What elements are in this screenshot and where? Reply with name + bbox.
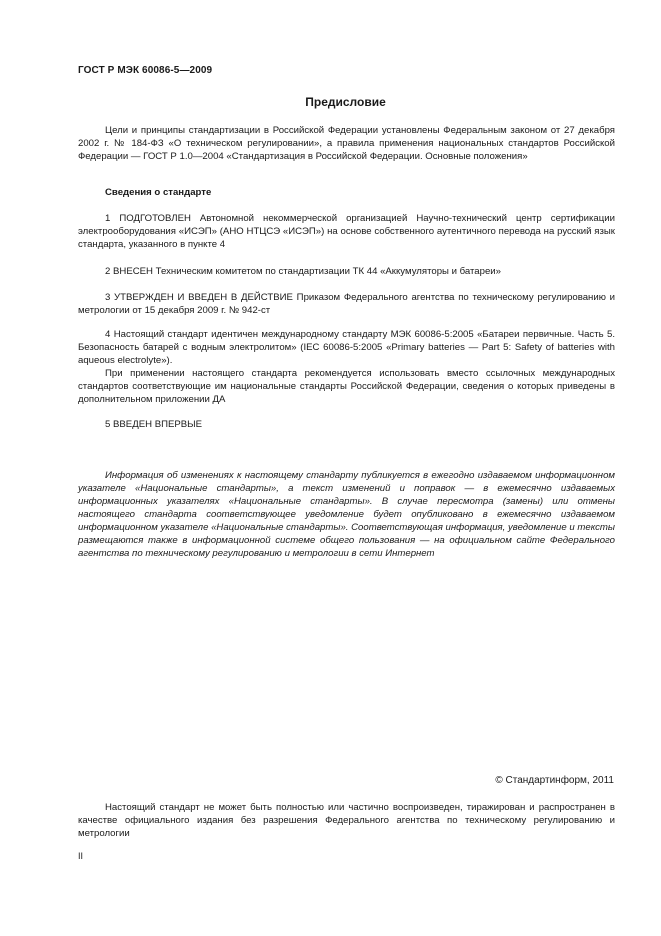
section-heading: Сведения о стандарте xyxy=(105,187,212,198)
intro-paragraph: Цели и принципы стандартизации в Российской Федерации установлены Федеральным законом от 27 декабря 2002 г. № 184-ФЗ «О техническом регулировании», а правила применения национальных стандартов Российской Федерации — ГОСТ Р 1.0—2004 «Стандартизация в Российской Федерации. Основные положения» xyxy=(78,125,615,162)
standard-code-header: ГОСТ Р МЭК 60086-5—2009 xyxy=(78,65,213,76)
item-2-paragraph: 2 ВНЕСЕН Техническим комитетом по стандартизации ТК 44 «Аккумуляторы и батареи» xyxy=(105,266,502,277)
item-5-paragraph: 5 ВВЕДЕН ВПЕРВЫЕ xyxy=(105,419,203,430)
item-4-paragraph: 4 Настоящий стандарт идентичен международному стандарту МЭК 60086-5:2005 «Батареи первичные. Часть 5. Безопасность батарей с водным электролитом» (IEC 60086-5:2005 «Primary batteries — Part 5: Safety of batteries with aqueous electrolyte»). xyxy=(78,329,615,366)
page-title: Предисловие xyxy=(305,95,386,109)
item-3-paragraph: 3 УТВЕРЖДЕН И ВВЕДЕН В ДЕЙСТВИЕ Приказом Федерального агентства по техническому регулированию и метрологии от 15 декабря 2009 г. № 942-ст xyxy=(78,292,615,316)
copyright-line: © Стандартинформ, 2011 xyxy=(495,775,614,786)
item-4-note-paragraph: При применении настоящего стандарта рекомендуется использовать вместо ссылочных международных стандартов соответствующие им национальные стандарты Российской Федерации, сведения о которых приведены в дополнительном приложении ДА xyxy=(78,368,615,405)
page-number: II xyxy=(78,851,84,861)
notice-paragraph: Информация об изменениях к настоящему стандарту публикуется в ежегодно издаваемом информационном указателе «Национальные стандарты», а текст изменений и поправок — в ежемесячно издаваемых информационных указателях «Национальные стандарты». В случае пересмотра (замены) или отмены настоящего стандарта соответствующее уведомление будет опубликовано в ежемесячно издаваемом информационном указателе «Национальные стандарты». Соответствующая информация, уведомление и тексты размещаются также в информационной системе общего пользования — на официальном сайте Федерального агентства по техническому регулированию и метрологии в сети Интернет xyxy=(78,470,615,559)
legal-notice-paragraph: Настоящий стандарт не может быть полностью или частично воспроизведен, тиражирован и распространен в качестве официального издания без разрешения Федерального агентства по техническому регулированию и метрологии xyxy=(78,802,615,839)
item-1-paragraph: 1 ПОДГОТОВЛЕН Автономной некоммерческой организацией Научно-технический центр сертификации электрооборудования «ИСЭП» (АНО НТЦСЭ «ИСЭП») на основе собственного аутентичного перевода на русский язык стандарта, указанного в пункте 4 xyxy=(78,213,615,250)
